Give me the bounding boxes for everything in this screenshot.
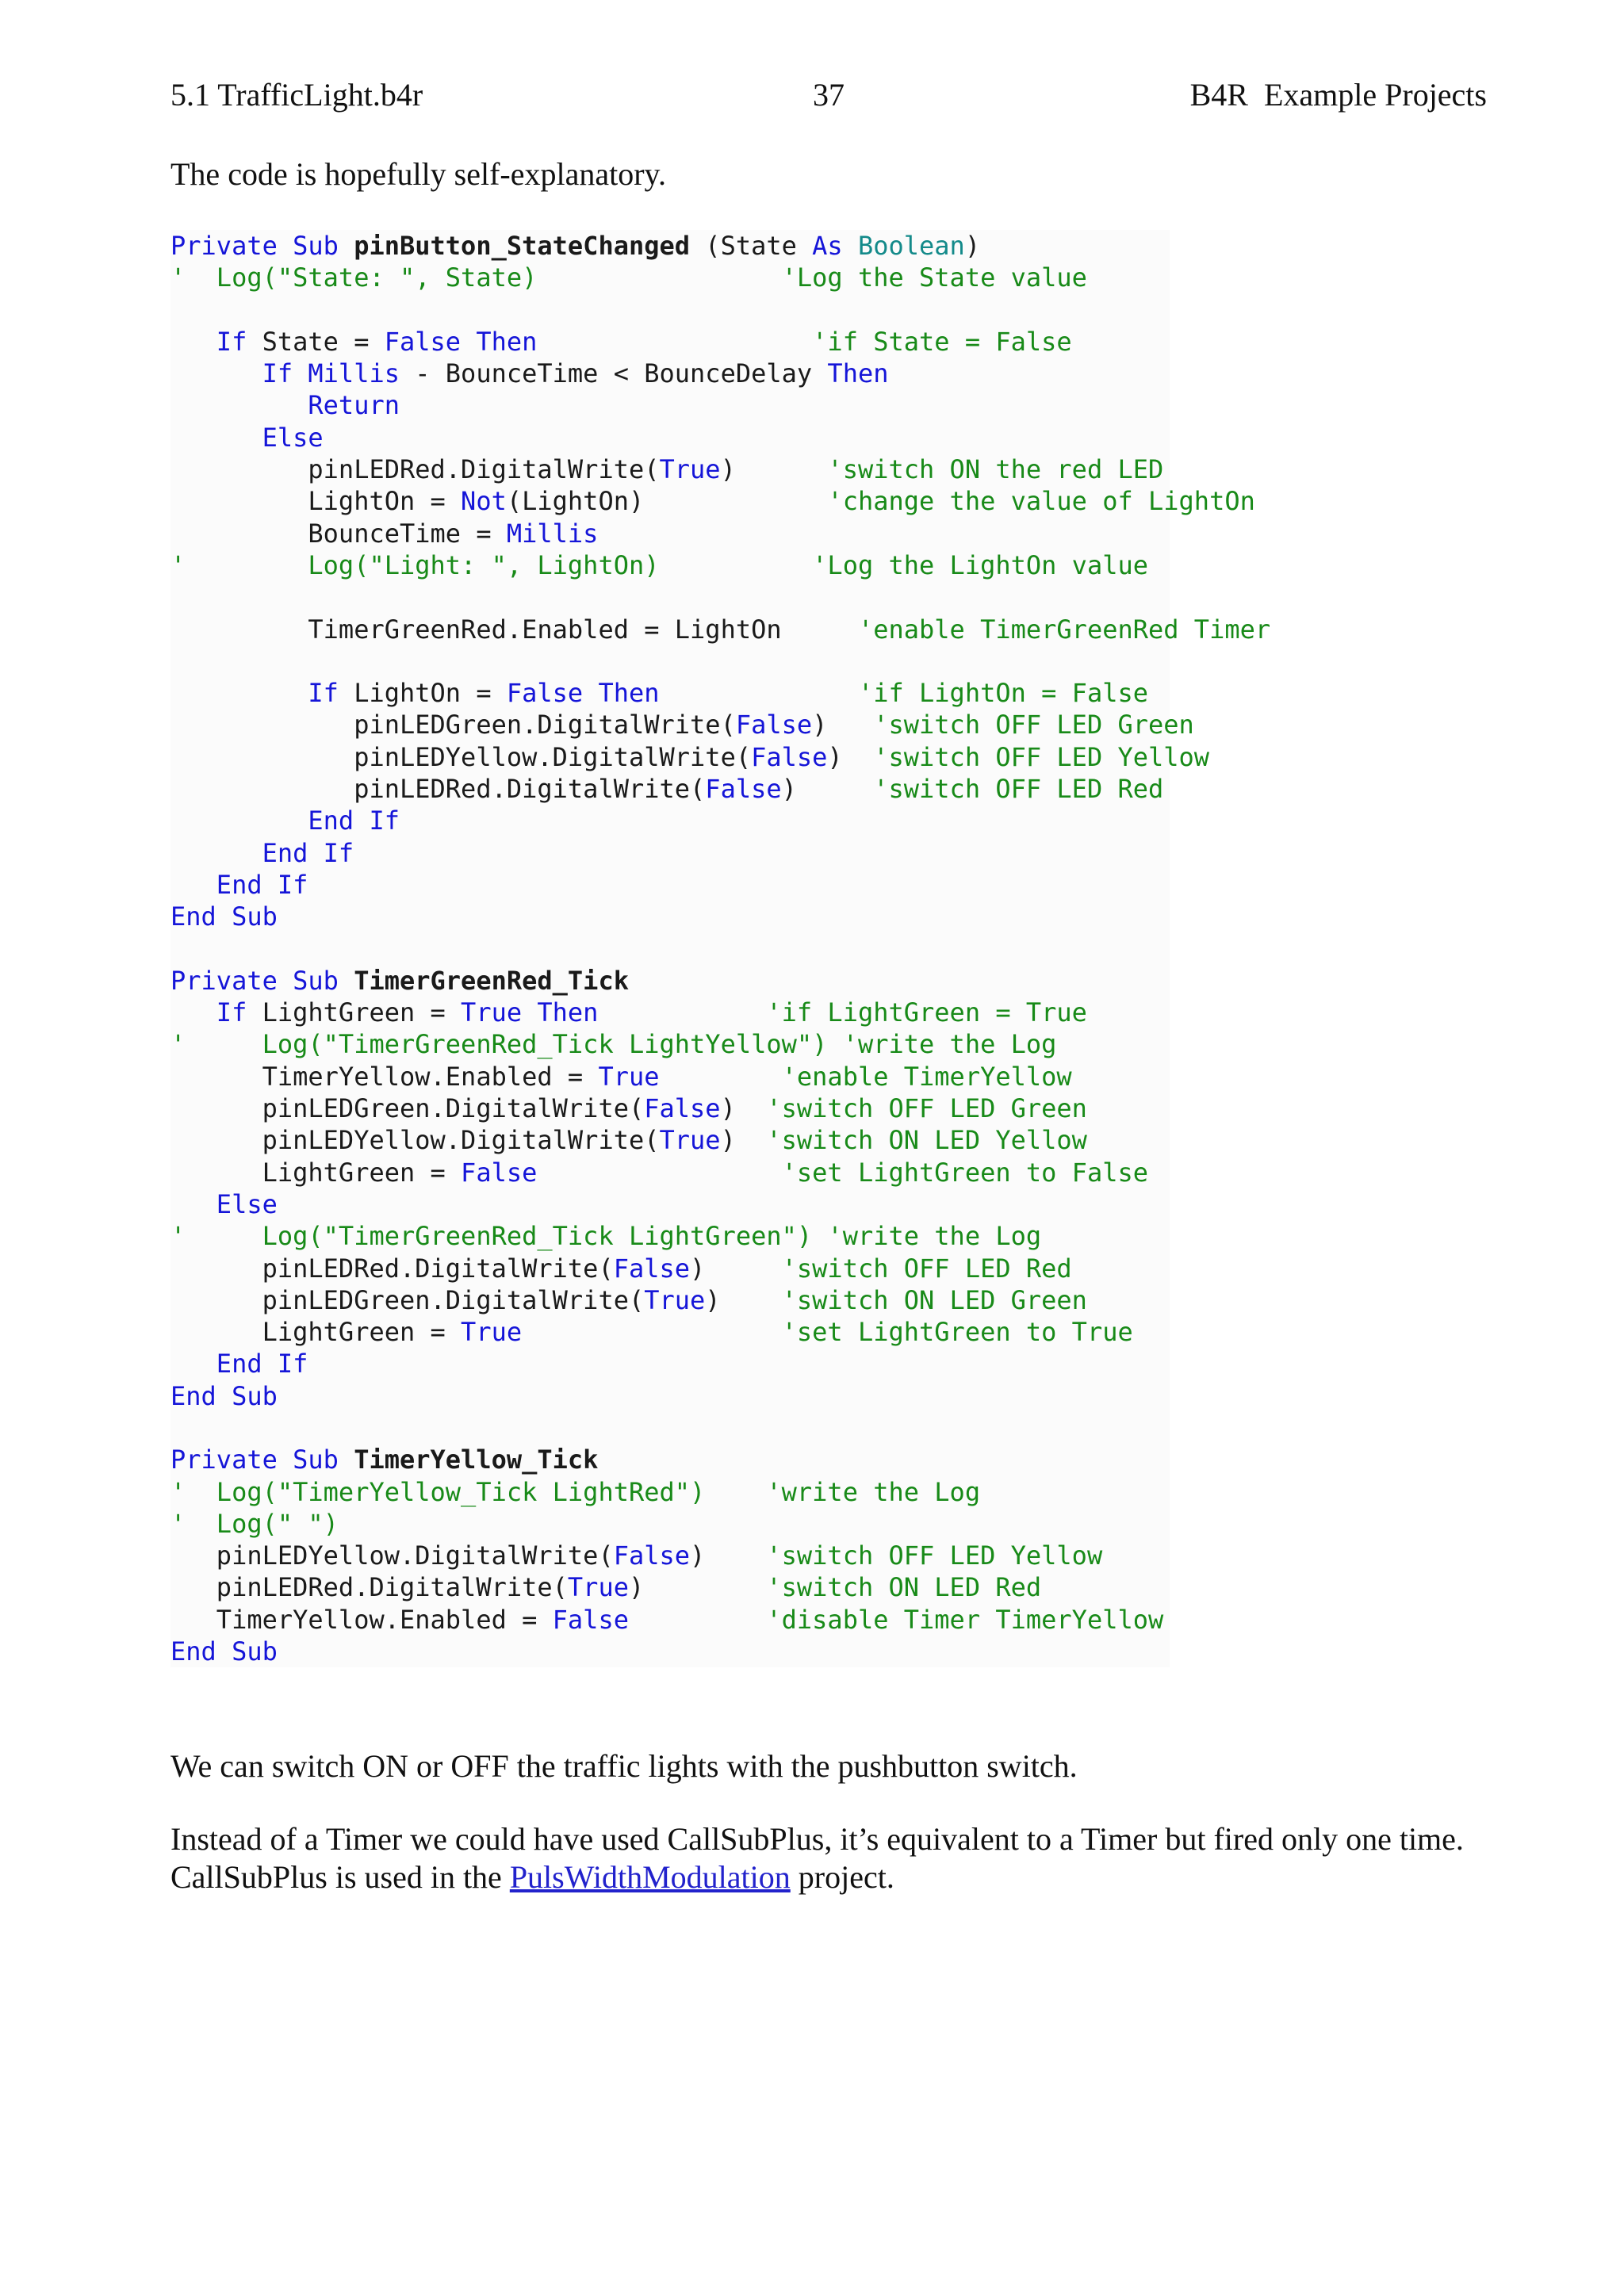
code-token: ' Log("Light: ", LightOn) 'Log the LightOn value	[170, 549, 1148, 580]
code-token: True	[644, 1284, 706, 1315]
code-token: BounceTime =	[170, 518, 507, 549]
code-token: LightGreen =	[170, 1317, 462, 1348]
code-token: False Then	[506, 678, 660, 709]
code-token: Not	[461, 486, 507, 517]
code-token: True Then	[461, 997, 599, 1028]
code-token: If	[216, 326, 247, 357]
code-token: pinLEDRed.DigitalWrite(	[170, 1253, 614, 1284]
code-line	[170, 453, 1170, 485]
code-line	[170, 997, 1170, 1028]
code-token	[537, 327, 812, 357]
code-token	[170, 1349, 216, 1379]
code-line	[170, 1348, 1170, 1380]
code-token: 'switch OFF LED Green	[873, 710, 1194, 740]
code-token: End If	[216, 1349, 308, 1380]
code-token: pinLEDGreen.DigitalWrite(	[170, 1093, 645, 1124]
code-token: Boolean	[857, 231, 965, 261]
code-line	[170, 1604, 1170, 1636]
code-line	[170, 358, 1170, 389]
code-token: )	[964, 231, 981, 261]
code-line	[170, 1124, 1170, 1156]
code-token: pinLEDGreen.DigitalWrite(	[170, 710, 736, 740]
code-line	[170, 965, 1170, 997]
code-token: 'change the value of LightOn	[827, 486, 1255, 517]
code-token: pinLEDGreen.DigitalWrite(	[170, 1284, 645, 1315]
code-line	[170, 773, 1170, 805]
code-line	[170, 614, 1271, 645]
code-line	[170, 1028, 1170, 1060]
code-token: - BounceTime < BounceDelay	[399, 358, 828, 389]
code-token: False	[751, 741, 828, 772]
section-title: 5.1 TrafficLight.b4r	[170, 77, 423, 113]
code-token: End If	[262, 837, 354, 868]
code-token: )	[781, 774, 874, 805]
code-token: 'switch OFF LED Red	[873, 774, 1164, 805]
code-token: LightGreen =	[170, 1157, 462, 1188]
code-token: TimerGreenRed_Tick	[354, 965, 629, 996]
code-line	[170, 389, 1170, 421]
code-token: )	[705, 1284, 782, 1315]
code-token	[170, 358, 262, 388]
code-line	[170, 1412, 1170, 1444]
code-token: pinLEDYellow.DigitalWrite(	[170, 1540, 614, 1571]
code-token: Private Sub	[170, 1445, 354, 1475]
book-title: B4R Example Projects	[1189, 77, 1487, 113]
code-line	[170, 677, 1170, 709]
code-token	[170, 997, 216, 1027]
code-token: 'switch ON the red LED	[827, 454, 1164, 485]
code-line	[170, 1571, 1170, 1603]
code-token: Return	[308, 390, 400, 421]
code-line	[170, 901, 1170, 932]
code-token: pinButton_StateChanged	[354, 231, 691, 261]
code-token: State =	[247, 326, 385, 357]
code-token: End Sub	[170, 901, 278, 932]
code-token	[660, 678, 858, 708]
code-token	[170, 390, 308, 420]
code-line	[170, 294, 1170, 326]
code-token: End Sub	[170, 1636, 278, 1667]
code-token: LightOn =	[170, 486, 462, 517]
code-line	[170, 1444, 1170, 1475]
code-token: Else	[262, 422, 324, 453]
code-line	[170, 805, 1170, 836]
code-token: )	[827, 741, 874, 772]
code-line	[170, 709, 1194, 740]
code-token: False	[705, 774, 782, 805]
code-token: 'switch ON LED Yellow	[766, 1125, 1087, 1156]
code-token: True	[461, 1317, 523, 1348]
code-line	[170, 1157, 1170, 1188]
code-token	[522, 1317, 782, 1347]
code-token: As	[812, 231, 858, 261]
code-token: 'switch OFF LED Yellow	[766, 1540, 1103, 1571]
code-token: )	[812, 710, 874, 740]
code-token	[660, 1062, 782, 1092]
intro-text: The code is hopefully self-explanatory.	[170, 156, 666, 192]
code-token	[170, 1189, 216, 1219]
code-token: )	[628, 1572, 767, 1603]
code-line	[170, 1508, 1170, 1540]
code-line	[170, 230, 1170, 262]
code-token: End Sub	[170, 1380, 278, 1411]
code-token: False Then	[384, 326, 538, 357]
code-token: False	[613, 1540, 691, 1571]
code-token: End If	[216, 869, 308, 900]
code-token: True	[659, 1125, 721, 1156]
code-token: pinLEDYellow.DigitalWrite(	[170, 741, 752, 772]
code-token	[170, 870, 216, 900]
code-line	[170, 518, 1170, 549]
code-line	[170, 485, 1255, 517]
code-line	[170, 1380, 1170, 1412]
code-token: If	[308, 678, 339, 709]
code-line	[170, 869, 1170, 901]
code-token: 'if LightOn = False	[857, 678, 1148, 709]
code-token: 'enable TimerGreenRed Timer	[857, 614, 1271, 645]
puls-width-modulation-link[interactable]: PulsWidthModulation	[509, 1859, 791, 1895]
code-token: 'enable TimerYellow	[781, 1061, 1072, 1092]
code-token: False	[613, 1253, 691, 1284]
code-block	[170, 230, 1271, 1667]
code-line	[170, 837, 1170, 869]
code-line	[170, 1253, 1170, 1284]
code-token	[170, 423, 262, 453]
code-line	[170, 1540, 1170, 1571]
code-line	[170, 1220, 1170, 1252]
code-token: False	[644, 1093, 721, 1124]
code-token: (LightOn)	[506, 486, 828, 517]
code-token: Private Sub	[170, 231, 354, 261]
code-line	[170, 422, 1170, 453]
code-line	[170, 262, 1170, 293]
paragraph-text-after: project.	[790, 1859, 894, 1895]
code-token: ' Log("TimerGreenRed_Tick LightYellow") 'write the Log	[170, 1029, 1057, 1060]
code-line	[170, 1093, 1170, 1124]
code-line	[170, 933, 1170, 965]
code-token	[537, 1158, 781, 1188]
code-token	[170, 806, 308, 836]
code-token: 'switch OFF LED Green	[766, 1093, 1087, 1124]
code-token	[629, 1605, 766, 1635]
code-token: TimerYellow_Tick	[354, 1445, 599, 1475]
code-token: 'switch ON LED Green	[781, 1284, 1087, 1315]
code-line	[170, 1476, 1170, 1508]
code-token: 'if LightGreen = True	[766, 997, 1087, 1028]
code-token: 'switch OFF LED Red	[781, 1253, 1072, 1284]
code-line	[170, 581, 1170, 613]
code-line	[170, 549, 1170, 581]
paragraph-text-before: Instead of a Timer we could have used CallSubPlus, it’s equivalent to a Timer but fired only one time. CallSubPlus is used in the	[170, 1821, 1464, 1895]
code-token: False	[735, 710, 813, 740]
code-token: 'disable Timer TimerYellow	[766, 1604, 1164, 1635]
code-token: False	[552, 1604, 629, 1635]
code-token: pinLEDRed.DigitalWrite(	[170, 454, 660, 485]
code-token: pinLEDYellow.DigitalWrite(	[170, 1125, 660, 1156]
code-line	[170, 645, 1170, 677]
code-token: Else	[216, 1188, 278, 1219]
code-token: ' Log(" ")	[170, 1508, 339, 1539]
code-token: TimerYellow.Enabled =	[170, 1061, 599, 1092]
code-token	[170, 327, 216, 357]
code-token: 'switch ON LED Red	[766, 1572, 1042, 1603]
code-line	[170, 1316, 1170, 1348]
code-token: 'switch OFF LED Yellow	[873, 741, 1210, 772]
code-token: Private Sub	[170, 965, 354, 996]
code-token: TimerGreenRed.Enabled = LightOn	[170, 614, 858, 645]
code-token: If Millis	[262, 358, 400, 389]
paragraph-switch: We can switch ON or OFF the traffic lights with the pushbutton switch.	[170, 1748, 1078, 1784]
code-token	[170, 838, 262, 868]
code-token: )	[720, 1093, 767, 1124]
code-token: 'if State = False	[812, 326, 1072, 357]
code-token: LightGreen =	[247, 997, 462, 1028]
code-token: True	[659, 454, 721, 485]
code-token: )	[720, 1125, 767, 1156]
code-token: False	[461, 1157, 538, 1188]
code-token: True	[598, 1061, 660, 1092]
code-token: Then	[827, 358, 889, 389]
code-token: If	[216, 997, 247, 1028]
code-token: TimerYellow.Enabled =	[170, 1604, 553, 1635]
code-token: pinLEDRed.DigitalWrite(	[170, 1572, 568, 1603]
code-token: pinLEDRed.DigitalWrite(	[170, 774, 706, 805]
code-token: )	[690, 1253, 782, 1284]
code-token: )	[690, 1540, 767, 1571]
code-line	[170, 1061, 1170, 1093]
code-line	[170, 741, 1210, 773]
code-token: (State	[690, 231, 813, 261]
code-token: LightOn =	[338, 678, 507, 709]
code-token: ' Log("State: ", State) 'Log the State value	[170, 262, 1087, 293]
code-token: ' Log("TimerGreenRed_Tick LightGreen") 'write the Log	[170, 1221, 1042, 1252]
code-token	[598, 997, 766, 1027]
code-line	[170, 326, 1170, 358]
code-token: 'set LightGreen to True	[781, 1317, 1133, 1348]
code-line	[170, 1284, 1170, 1316]
code-token: Millis	[506, 518, 599, 549]
code-token: True	[567, 1572, 629, 1603]
code-token: )	[720, 454, 828, 485]
code-line	[170, 1188, 1170, 1220]
page-number: 37	[813, 77, 845, 113]
page-header	[170, 76, 1487, 124]
code-token: End If	[308, 806, 400, 836]
paragraph-callsubplus	[170, 1820, 1487, 1896]
code-line	[170, 1636, 1170, 1667]
code-token	[170, 678, 308, 708]
code-token: ' Log("TimerYellow_Tick LightRed") 'write the Log	[170, 1476, 981, 1507]
code-token: 'set LightGreen to False	[781, 1157, 1148, 1188]
